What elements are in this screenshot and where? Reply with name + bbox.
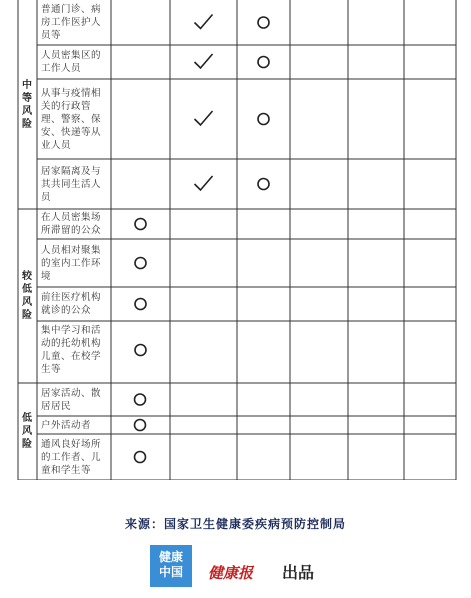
check-mark-icon <box>195 54 213 68</box>
row-description: 普通门诊、病房工作医护人员等 <box>41 4 102 41</box>
circle-mark-icon <box>258 17 269 28</box>
circle-mark-icon <box>258 179 269 190</box>
produced-by-label: 出品 <box>282 563 315 582</box>
risk-level-label: 中等风险 <box>22 79 32 130</box>
row-description: 从事与疫情相关的行政管理、警察、保安、快递等从业人员 <box>41 87 102 151</box>
circle-mark-icon <box>258 57 269 68</box>
source-text: 来源：国家卫生健康委疾病预防控制局 <box>124 517 346 531</box>
circle-mark-icon <box>135 299 146 310</box>
circle-mark-icon <box>258 114 269 125</box>
circle-mark-icon <box>135 420 146 431</box>
circle-mark-icon <box>135 345 146 356</box>
row-description: 户外活动者 <box>41 419 92 431</box>
row-description: 集中学习和活动的托幼机构儿童、在校学生等 <box>41 325 102 375</box>
risk-level-label: 较低风险 <box>22 271 32 321</box>
health-china-logo: 健康 中国 <box>150 545 192 587</box>
row-description: 居家活动、散居居民 <box>41 387 102 412</box>
row-description: 在人员密集场所滞留的公众 <box>41 212 102 236</box>
health-news-logo: 健康报 <box>208 564 254 582</box>
circle-mark-icon <box>135 452 146 463</box>
row-description: 居家隔离及与其共同生活人员 <box>41 165 102 203</box>
check-mark-icon <box>195 176 213 190</box>
circle-mark-icon <box>135 394 146 405</box>
row-description: 人员相对聚集的室内工作环境 <box>41 244 102 282</box>
row-description: 人员密集区的工作人员 <box>41 50 102 74</box>
check-mark-icon <box>195 111 213 125</box>
risk-level-label: 低风险 <box>22 413 32 450</box>
row-description: 前往医疗机构就诊的公众 <box>41 292 102 316</box>
row-description: 通风良好场所的工作者、儿童和学生等 <box>41 438 102 476</box>
circle-mark-icon <box>135 258 146 269</box>
check-mark-icon <box>195 15 213 29</box>
circle-mark-icon <box>135 219 146 230</box>
